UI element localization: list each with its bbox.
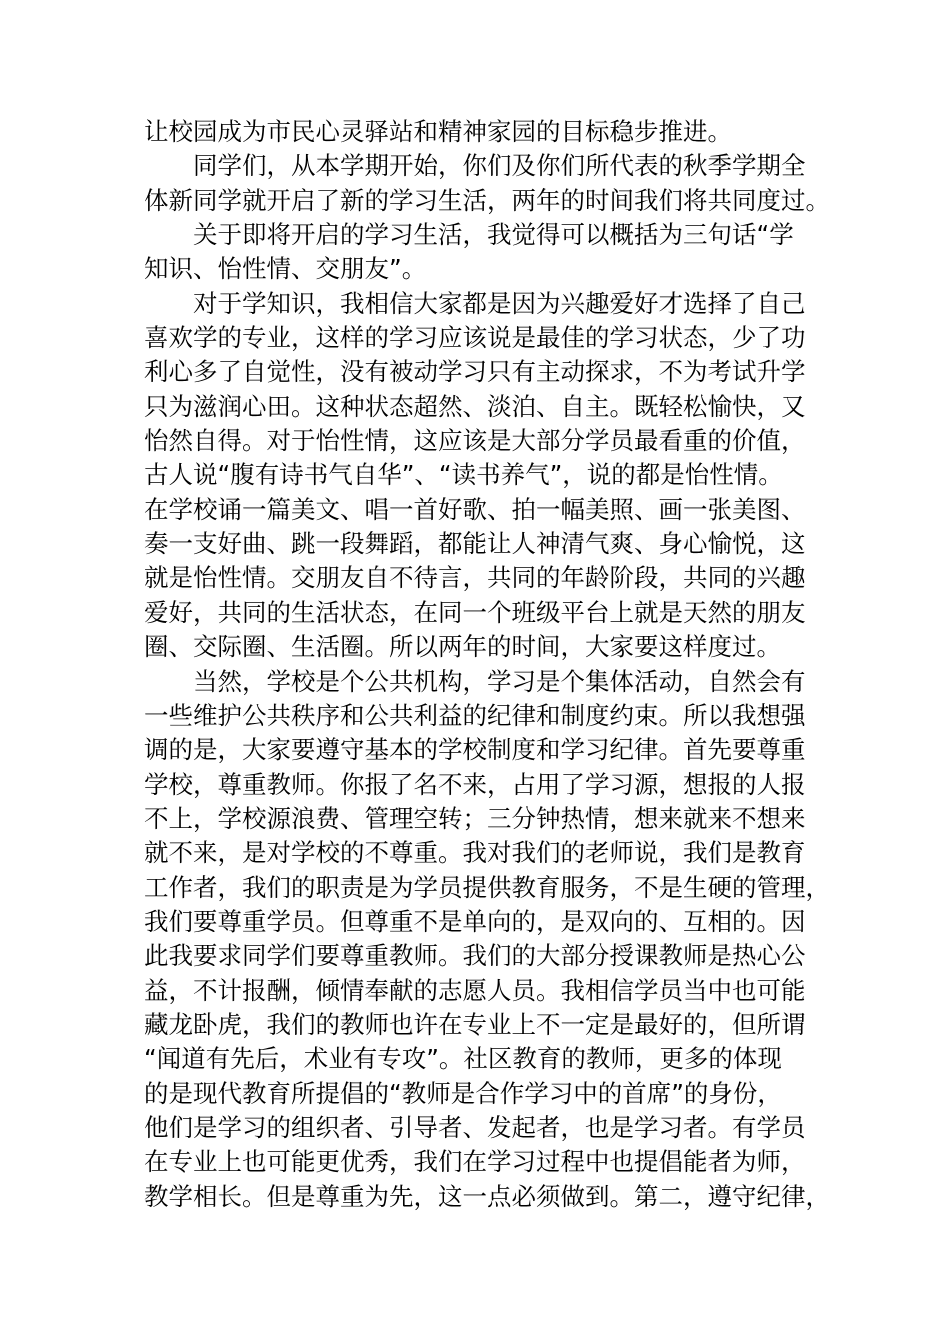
text-line: 让校园成为市民心灵驿站和精神家园的目标稳步推进。 bbox=[144, 117, 732, 146]
text-line: 就是怡性情。交朋友自不待言，共同的年龄阶段，共同的兴趣 bbox=[144, 563, 806, 593]
text-line: “闻道有先后，术业有专攻”。社区教育的教师，更多的体现 bbox=[144, 1044, 782, 1074]
text-line: 喜欢学的专业，这样的学习应该说是最佳的学习状态，少了功 bbox=[144, 323, 806, 353]
text-line: 爱好，共同的生活状态，在同一个班级平台上就是天然的朋友 bbox=[144, 597, 806, 627]
text-line: 不上，学校源浪费、管理空转；三分钟热情，想来就来不想来 bbox=[144, 803, 806, 833]
text-line: 调的是，大家要遵守基本的学校制度和学习纪律。首先要尊重 bbox=[144, 735, 806, 765]
text-line: 奏一支好曲、跳一段舞蹈，都能让人神清气爽、身心愉悦，这 bbox=[144, 529, 806, 559]
text-line: 教学相长。但是尊重为先，这一点必须做到。第二，遵守纪律， bbox=[144, 1181, 830, 1211]
paragraph-first-line: 对于学知识，我相信大家都是因为兴趣爱好才选择了自己 bbox=[193, 288, 806, 318]
text-line: 藏龙卧虎，我们的教师也许在专业上不一定是最好的，但所谓 bbox=[144, 1009, 806, 1039]
text-line: 我们要尊重学员。但尊重不是单向的，是双向的、互相的。因 bbox=[144, 906, 806, 936]
text-line: 工作者，我们的职责是为学员提供教育服务，不是生硬的管理， bbox=[144, 872, 830, 902]
paragraph-first-line: 同学们，从本学期开始，你们及你们所代表的秋季学期全 bbox=[193, 151, 806, 181]
text-line: 学校，尊重教师。你报了名不来，占用了学习源，想报的人报 bbox=[144, 769, 806, 799]
text-line: 在专业上也可能更优秀，我们在学习过程中也提倡能者为师， bbox=[144, 1147, 806, 1177]
text-line: 此我要求同学们要尊重教师。我们的大部分授课教师是热心公 bbox=[144, 941, 806, 971]
text-line: 一些维护公共秩序和公共利益的纪律和制度约束。所以我想强 bbox=[144, 700, 806, 730]
text-line: 利心多了自觉性，没有被动学习只有主动探求，不为考试升学 bbox=[144, 357, 806, 387]
text-line: 古人说“腹有诗书气自华”、“读书养气”，说的都是怡性情。 bbox=[144, 460, 783, 490]
text-line: 的是现代教育所提倡的“教师是合作学习中的首席”的身份， bbox=[144, 1078, 782, 1108]
text-line: 圈、交际圈、生活圈。所以两年的时间，大家要这样度过。 bbox=[144, 632, 781, 662]
body-text bbox=[144, 115, 834, 1214]
text-line: 体新同学就开启了新的学习生活，两年的时间我们将共同度过。 bbox=[144, 185, 830, 215]
text-line: 只为滋润心田。这种状态超然、淡泊、自主。既轻松愉快，又 bbox=[144, 391, 806, 421]
text-line: 益，不计报酬，倾情奉献的志愿人员。我相信学员当中也可能 bbox=[144, 975, 806, 1005]
text-line: 就不来，是对学校的不尊重。我对我们的老师说，我们是教育 bbox=[144, 838, 806, 868]
text-line: 在学校诵一篇美文、唱一首好歌、拍一幅美照、画一张美图、 bbox=[144, 494, 806, 524]
text-line: 知识、怡性情、交朋友”。 bbox=[144, 254, 427, 284]
text-line: 他们是学习的组织者、引导者、发起者，也是学习者。有学员 bbox=[144, 1112, 806, 1142]
paragraph-first-line: 当然，学校是个公共机构，学习是个集体活动，自然会有 bbox=[193, 666, 806, 696]
text-line: 怡然自得。对于怡性情，这应该是大部分学员最看重的价值， bbox=[144, 426, 806, 456]
paragraph-first-line: 关于即将开启的学习生活，我觉得可以概括为三句话“学 bbox=[193, 220, 794, 250]
